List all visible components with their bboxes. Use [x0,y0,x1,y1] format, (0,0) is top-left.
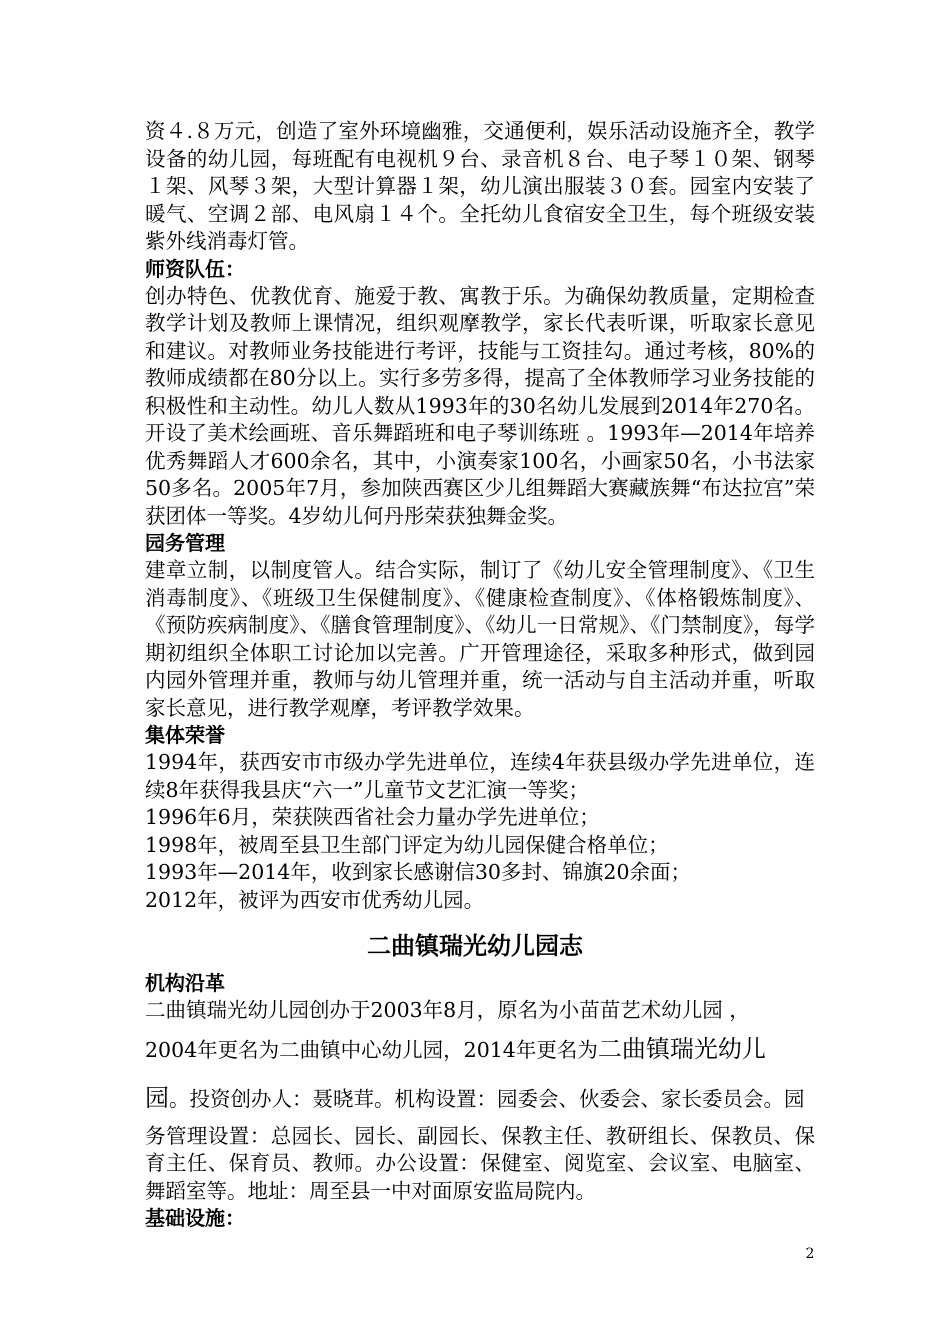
history-text: 2004年更名为二曲镇中心幼儿园，2014年更名为 [145,1037,598,1062]
heading-facilities: 基础设施： [145,1206,245,1230]
honor-item: 1996年6月，荣获陕西省社会力量办学先进单位； [145,805,600,829]
history-line-3 [145,1074,815,1123]
history-paragraph: 务管理设置：总园长、园长、副园长、保教主任、教研组长、保教员、保育主任、保育员、教师。办公设置：保健室、阅览室、会议室、电脑室、舞蹈室等。地址：周至县一中对面原安监局院内。 [145,1123,815,1203]
history-text-large: 园 [145,1083,169,1112]
section-title: 二曲镇瑞光幼儿园志 [367,932,583,960]
honor-item: 2012年，被评为西安市优秀幼儿园。 [145,887,485,912]
heading-management: 园务管理 [145,531,225,555]
history-line-2 [145,1025,815,1074]
section-1 [145,118,815,914]
honor-item: 1998年，被周至县卫生部门评定为幼儿园保健合格单位； [145,832,669,857]
heading-history: 机构沿革 [145,971,225,995]
history-line-1: 二曲镇瑞光幼儿园创办于2003年8月，原名为小苗苗艺术幼儿园 ， [145,998,750,1022]
history-text-large: 二曲镇瑞光幼儿 [597,1034,766,1063]
heading-honors: 集体荣誉 [145,723,225,747]
heading-teachers: 师资队伍： [145,256,245,281]
history-text: 。投资创办人：聂晓茸。机构设置：园委会、伙委会、家长委员会。园 [169,1086,805,1111]
honor-item: 1993年—2014年，收到家长感谢信30多封、锦旗20余面； [145,860,692,884]
management-paragraph: 建章立制，以制度管人。结合实际，制订了《幼儿安全管理制度》、《卫生消毒制度》、《班级卫生保健制度》、《健康检查制度》、《体格锻炼制度》、《预防疾病制度》、《膳食管理制度》、《幼儿一日常规》、《门禁制度》，每学期初组织全体职工讨论加以完善。广开管理途径，采取多种形式，做到园内园外管理并重，教师与幼儿管理并重，统一活动与自主活动并重，听取家长意见，进行教学观摩，考评教学效果。 [145,558,815,720]
honor-item: 1994年，获西安市市级办学先进单位，连续4年获县级办学先进单位，连续8年获得我县庆“六一”儿童节文艺汇演一等奖； [145,750,815,802]
section-2 [145,970,815,1232]
page-number: 2 [805,1246,815,1262]
teachers-paragraph: 创办特色、优教优育、施爱于教、寓教于乐。为确保幼教质量，定期检查教学计划及教师上课情况，组织观摩教学，家长代表听课，听取家长意见和建议。对教师业务技能进行考评，技能与工资挂勾。通过考核，80%的教师成绩都在80分以上。实行多劳多得，提高了全体教师学习业务技能的积极性和主动性。幼儿人数从1993年的30名幼儿发展到2014年270名。开设了美术绘画班、音乐舞蹈班和电子琴训练班 。1993年—2014年培养优秀舞蹈人才600余名，其中，小演奏家100名，小画家50名，小书法家50多名。2005年7月，参加陕西赛区少儿组舞蹈大赛藏族舞“布达拉宫”荣获团体一等奖。4岁幼儿何丹彤荣获独舞金奖。 [145,283,815,528]
facilities-paragraph: 资４.８万元，创造了室外环境幽雅，交通便利，娱乐活动设施齐全，教学设备的幼儿园，每班配有电视机９台、录音机８台、电子琴１０架、钢琴１架、风琴３架，大型计算器１架，幼儿演出服装３０套。园室内安装了暖气、空调２部、电风扇１４个。全托幼儿食宿安全卫生，每个班级安装紫外线消毒灯管。 [145,119,815,253]
